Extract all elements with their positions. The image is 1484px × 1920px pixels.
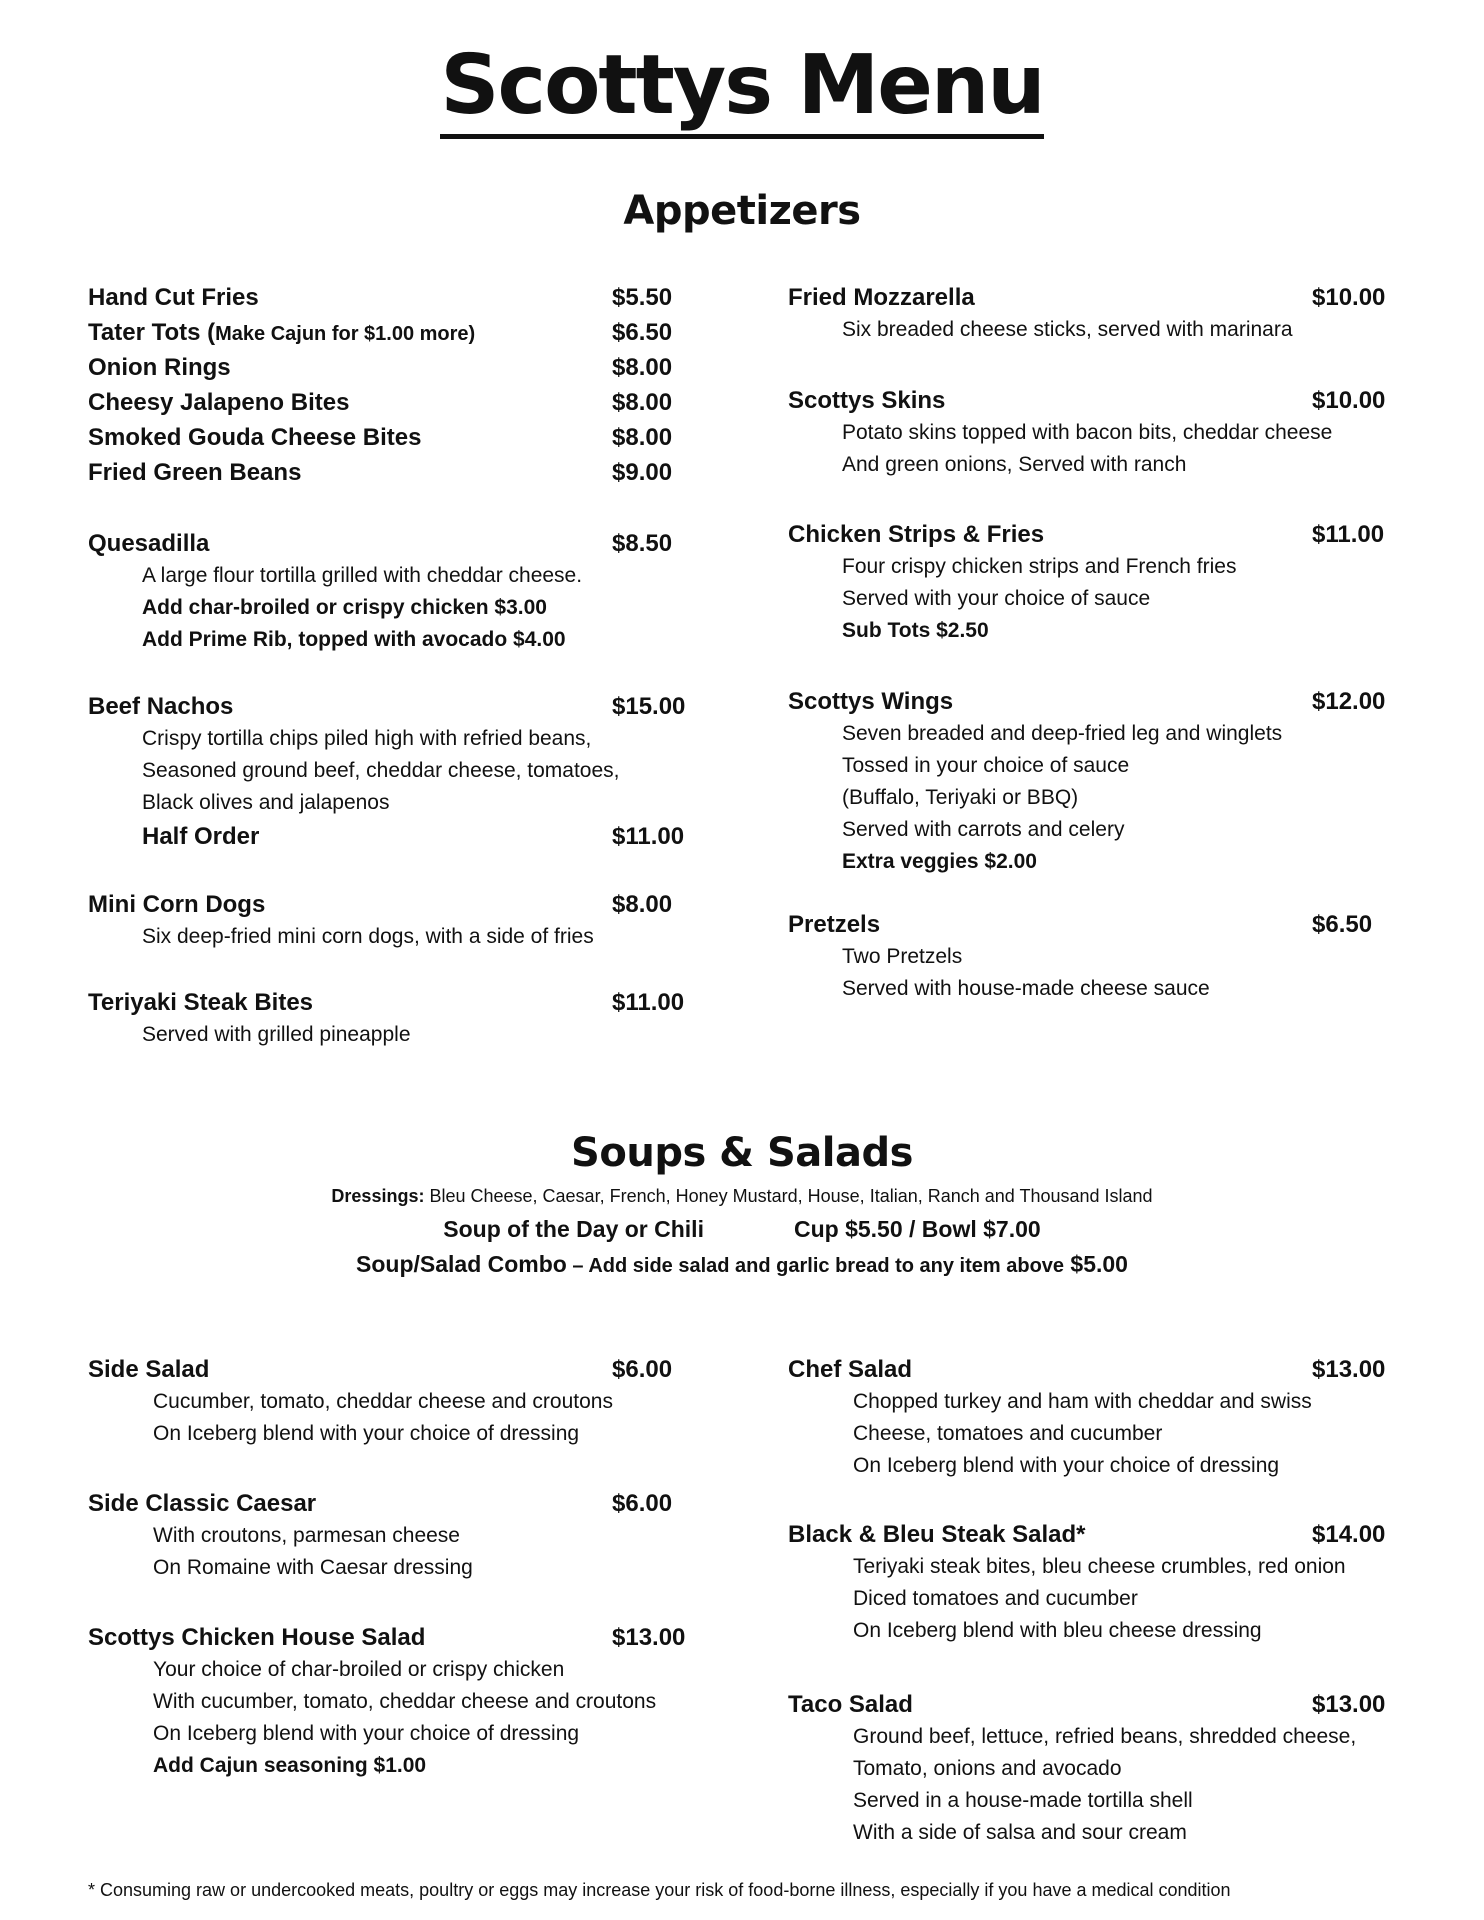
description-line: On Iceberg blend with your choice of dressing	[153, 1722, 580, 1745]
item-name: Hand Cut Fries	[88, 284, 259, 311]
item-name-text: Tater Tots (	[88, 319, 216, 346]
description-line: Seasoned ground beef, cheddar cheese, tomatoes,	[142, 759, 620, 782]
description-line: Your choice of char-broiled or crispy chicken	[153, 1658, 565, 1681]
item-price: $6.50	[612, 319, 673, 346]
item-price: $11.00	[612, 989, 685, 1016]
description-line: Served in a house-made tortilla shell	[853, 1789, 1193, 1812]
item-description	[142, 560, 582, 656]
description-line: Teriyaki steak bites, bleu cheese crumbles, red onion	[853, 1555, 1346, 1578]
item-price: $8.00	[612, 354, 673, 381]
item-price: $15.00	[612, 693, 686, 720]
description-line: With croutons, parmesan cheese	[153, 1524, 460, 1547]
description-line: Two Pretzels	[842, 945, 963, 968]
item-price: $13.00	[1312, 1356, 1386, 1383]
item-name: Mini Corn Dogs	[88, 891, 266, 918]
item-price: $5.50	[612, 284, 673, 311]
item-name: Taco Salad	[788, 1691, 913, 1718]
appetizers-heading: Appetizers	[623, 188, 861, 234]
item-price: $13.00	[1312, 1691, 1386, 1718]
item-price: $6.00	[612, 1490, 673, 1517]
item-description	[842, 941, 1210, 1005]
add-on-line: Add Cajun seasoning $1.00	[153, 1754, 427, 1777]
description-line: A large flour tortilla grilled with cheddar cheese.	[142, 564, 583, 587]
description-line: Served with carrots and celery	[842, 818, 1125, 841]
item-price: $6.00	[612, 1356, 673, 1383]
half-order-label: Half Order	[142, 823, 260, 850]
description-line: Potato skins topped with bacon bits, cheddar cheese	[842, 421, 1333, 444]
combo-label: Soup/Salad Combo	[356, 1251, 567, 1277]
item-description	[853, 1721, 1356, 1849]
description-line: Six breaded cheese sticks, served with marinara	[842, 318, 1293, 341]
item-price: $10.00	[1312, 284, 1386, 311]
item-name: Side Salad	[88, 1356, 210, 1383]
menu-title	[0, 38, 1484, 139]
item-description	[153, 1520, 473, 1584]
item-description	[153, 1654, 656, 1782]
description-line: Ground beef, lettuce, refried beans, shredded cheese,	[853, 1725, 1357, 1748]
item-price: $8.00	[612, 891, 673, 918]
item-price: $10.00	[1312, 387, 1386, 414]
description-line: Black olives and jalapenos	[142, 791, 390, 814]
description-line: Six deep-fried mini corn dogs, with a side of fries	[142, 925, 594, 948]
item-description	[142, 1019, 411, 1051]
item-description	[842, 417, 1332, 481]
item-price: $13.00	[612, 1624, 686, 1651]
dressings-list: Bleu Cheese, Caesar, French, Honey Mustard, House, Italian, Ranch and Thousand Island	[424, 1186, 1153, 1206]
item-name: Beef Nachos	[88, 693, 234, 720]
item-name: Black & Bleu Steak Salad*	[788, 1521, 1086, 1548]
soup-of-day-label: Soup of the Day or Chili	[443, 1216, 704, 1242]
item-name: Smoked Gouda Cheese Bites	[88, 424, 422, 451]
item-description	[853, 1386, 1312, 1482]
description-line: And green onions, Served with ranch	[842, 453, 1187, 476]
item-price: $14.00	[1312, 1521, 1386, 1548]
description-line: On Iceberg blend with bleu cheese dressing	[853, 1619, 1262, 1642]
add-on-line: Sub Tots $2.50	[842, 619, 989, 642]
item-name: Scottys Chicken House Salad	[88, 1624, 426, 1651]
description-line: Tossed in your choice of sauce	[842, 754, 1130, 777]
footnote: * Consuming raw or undercooked meats, poultry or eggs may increase your risk of food-borne illness, especially if you have a medical condition	[88, 1880, 1231, 1900]
description-line: Tomato, onions and avocado	[853, 1757, 1122, 1780]
description-line: Four crispy chicken strips and French fries	[842, 555, 1237, 578]
description-line: Served with house-made cheese sauce	[842, 977, 1210, 1000]
item-name: Teriyaki Steak Bites	[88, 989, 314, 1016]
item-name: Onion Rings	[88, 354, 231, 381]
combo-line	[0, 1251, 1484, 1278]
item-price: $8.00	[612, 424, 673, 451]
item-description	[853, 1551, 1346, 1647]
combo-price: $5.00	[1064, 1251, 1128, 1277]
combo-text: – Add side salad and garlic bread to any item above	[566, 1255, 1065, 1277]
description-line: Crispy tortilla chips piled high with refried beans,	[142, 727, 592, 750]
description-line: Cheese, tomatoes and cucumber	[853, 1422, 1163, 1445]
item-price: $8.00	[612, 389, 673, 416]
item-price: $8.50	[612, 530, 673, 557]
item-name	[88, 319, 475, 347]
description-line: On Iceberg blend with your choice of dressing	[153, 1422, 580, 1445]
dressings-label: Dressings:	[331, 1186, 425, 1206]
item-name: Chicken Strips & Fries	[788, 521, 1045, 548]
description-line: Chopped turkey and ham with cheddar and swiss	[853, 1390, 1312, 1413]
item-description	[142, 723, 620, 819]
item-name-note: Make Cajun for $1.00 more)	[215, 323, 476, 345]
item-name: Cheesy Jalapeno Bites	[88, 389, 350, 416]
description-line: With a side of salsa and sour cream	[853, 1821, 1187, 1844]
soup-price: Cup $5.50 / Bowl $7.00	[793, 1216, 1041, 1242]
item-name: Pretzels	[788, 911, 881, 938]
item-description	[142, 921, 594, 953]
item-price: $11.00	[1312, 521, 1385, 548]
description-line: Diced tomatoes and cucumber	[853, 1587, 1138, 1610]
item-name: Chef Salad	[788, 1356, 913, 1383]
soup-of-day-line	[0, 1216, 1484, 1243]
add-on-line: Extra veggies $2.00	[842, 850, 1037, 873]
item-name: Quesadilla	[88, 530, 210, 557]
half-order-price: $11.00	[612, 823, 685, 850]
item-description	[153, 1386, 613, 1450]
item-description	[842, 314, 1293, 346]
item-description	[842, 551, 1236, 647]
item-name: Fried Mozzarella	[788, 284, 975, 311]
item-name: Scottys Skins	[788, 387, 946, 414]
description-line: Served with your choice of sauce	[842, 587, 1151, 610]
add-on-line: Add Prime Rib, topped with avocado $4.00	[142, 628, 566, 651]
item-description	[842, 718, 1282, 878]
dressings-line	[0, 1186, 1484, 1207]
item-name: Fried Green Beans	[88, 459, 302, 486]
soups-heading: Soups & Salads	[571, 1130, 913, 1176]
description-line: Seven breaded and deep-fried leg and winglets	[842, 722, 1283, 745]
description-line: On Iceberg blend with your choice of dressing	[853, 1454, 1280, 1477]
description-line: Cucumber, tomato, cheddar cheese and croutons	[153, 1390, 613, 1413]
description-line: (Buffalo, Teriyaki or BBQ)	[842, 786, 1079, 809]
item-name: Side Classic Caesar	[88, 1490, 317, 1517]
description-line: On Romaine with Caesar dressing	[153, 1556, 473, 1579]
add-on-line: Add char-broiled or crispy chicken $3.00	[142, 596, 547, 619]
item-price: $6.50	[1312, 911, 1373, 938]
description-line: Served with grilled pineapple	[142, 1023, 411, 1046]
item-price: $12.00	[1312, 688, 1386, 715]
menu-title-text: Scottys Menu	[440, 38, 1043, 139]
item-price: $9.00	[612, 459, 673, 486]
item-name: Scottys Wings	[788, 688, 954, 715]
description-line: With cucumber, tomato, cheddar cheese and croutons	[153, 1690, 657, 1713]
